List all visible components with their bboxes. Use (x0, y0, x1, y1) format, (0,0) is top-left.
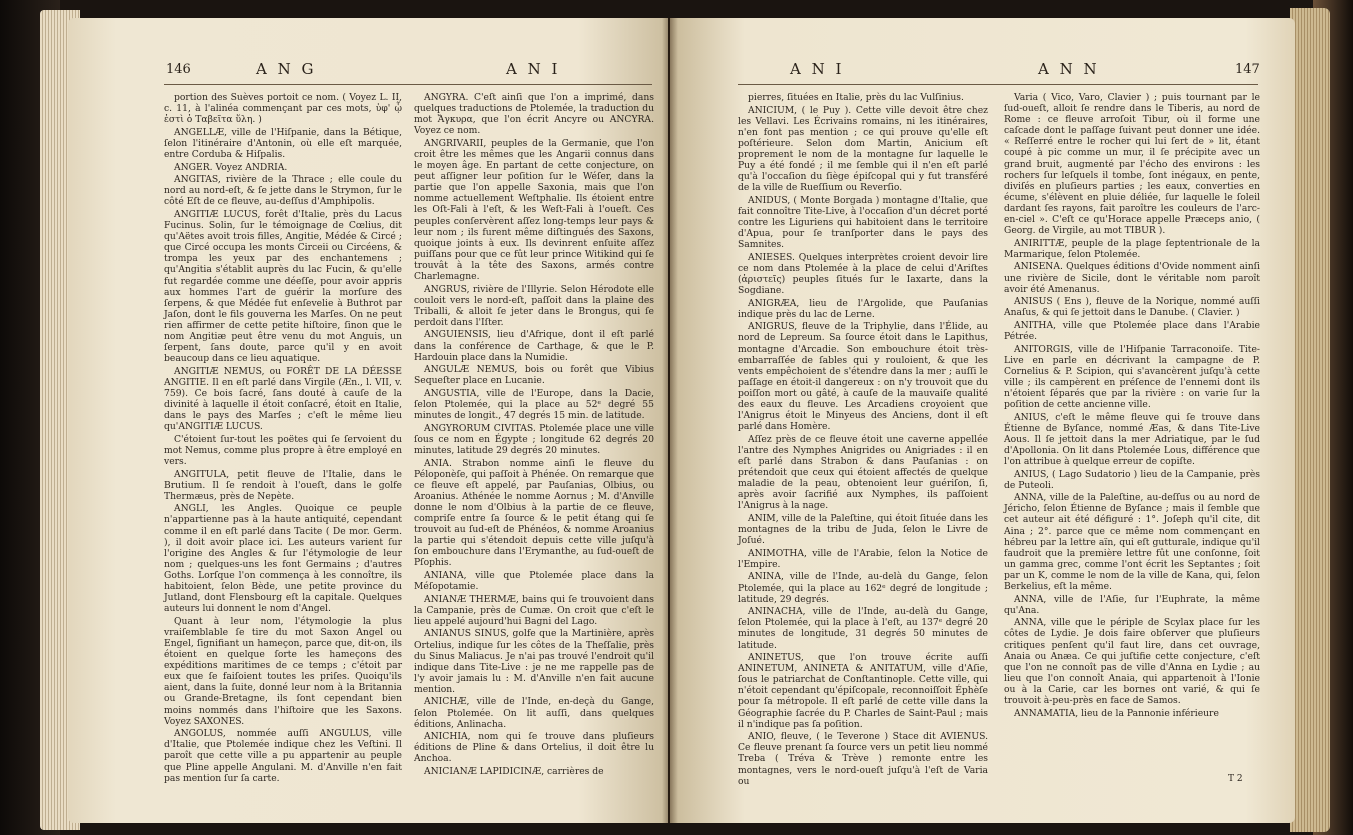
right-page (670, 18, 1295, 823)
entry-paragraph: ANIGRÆA, lieu de l'Argolide, que Pauſanias indique près du lac de Lerne. (738, 297, 988, 320)
entry-paragraph: ANNA, ville de l'Aſie, ſur l'Euphrate, la même qu'Ana. (1004, 593, 1260, 616)
running-header-left: A N I (790, 60, 845, 78)
header-rule (738, 84, 1258, 85)
page-number: 146 (166, 62, 191, 77)
page-edges-right (1290, 8, 1330, 832)
entry-paragraph: ANIUS, c'eſt le même fleuve qui ſe trouve dans Étienne de Byſance, nommé Æas, & dans Tite-Live Aous. Il ſe jettoit dans la mer Adriatique, par le ſud d'Apollonia. On lit dans Ptolemée Lous, différence que l'on attribue à quelque erreur de copiſte. (1004, 411, 1260, 467)
entry-paragraph: ANIANÆ THERMÆ, bains qui ſe trouvoient dans la Campanie, près de Cumæ. On croit que c'eſt le lieu appelé aujourd'hui Bagni del Lago. (414, 593, 654, 627)
entry-paragraph: ANGUIENSIS, lieu d'Afrique, dont il eſt parlé dans la conférence de Carthage, & que le P. Hardouin place dans la Numidie. (414, 329, 654, 363)
entry-paragraph: ANGITAS, rivière de la Thrace ; elle coule du nord au nord-eſt, & ſe jette dans le Strymon, ſur le côté Eſt de ce fleuve, au-deſſus d'Amphipolis. (164, 174, 402, 208)
entry-paragraph: C'étoient ſur-tout les poëtes qui ſe ſervoient du mot Nemus, comme plus propre à être employé en vers. (164, 433, 402, 467)
entry-paragraph: ANINA, ville de l'Inde, au-delà du Gange, ſelon Ptolemée, qui la place au 162ᵉ degré de longitude ; latitude, 29 degrés. (738, 571, 988, 605)
column-2 (414, 92, 654, 778)
entry-paragraph: ANGITULA, petit fleuve de l'Italie, dans le Brutium. Il ſe rendoit à l'oueſt, dans le golfe Thermæus, près de Nepète. (164, 468, 402, 502)
entry-paragraph: Quant à leur nom, l'étymologie la plus vraiſemblable ſe tire du mot Saxon Angel ou Engel, ſignifiant un hameçon, parce que, dit-on, ils étoient en quelque ſorte les hameçons des expéditions maritimes de ce temps ; c'étoit par eux que ſe faiſoient toutes les priſes. Quoiqu'ils aient, dans la ſuite, donné leur nom à la Britannia ou Grande-Bretagne, ils ſont cependant bien moins nommés dans l'hiſtoire que les Saxons. Voyez SAXONES. (164, 615, 402, 727)
entry-paragraph: pierres, ſituées en Italie, près du lac Vulſinius. (748, 92, 964, 103)
entry-paragraph: ANIGRUS, fleuve de la Triphylie, dans l'Élide, au nord de Lepreum. Sa ſource étoit dans le Lapithus, montagne d'Arcadie. Son embouchure étoit très-embarraſſée de ſables qui y rouloient, & que les vents empêchoient de s'étendre dans la mer ; auſſi le paſſage en étoit-il dangereux : on n'y trouvoit que du poiſſon mort ou gâté, à cauſe de la mauvaiſe qualité des eaux du fleuve. Les Arcadiens croyoient que l'Anigrus étoit le Minyeus des Anciens, dont il eſt parlé dans Homère. (738, 321, 988, 433)
entry-paragraph: ANNA, ville de la Paleſtine, au-deſſus ou au nord de Jéricho, ſelon Étienne de Byſance ; mais il ſemble que cet auteur ait été défiguré : 1°. Joſeph qu'il cite, dit Aina ; 2°. parce que ce même nom commençant en hébreu par la lettre aïn, qui eſt gutturale, indique qu'il faudroit que la première lettre fût une conſonne, ſoit un gamma grec, comme l'ont écrit les Septantes ; ſoit par un K, comme le nom de la ville de Kana, qui, ſelon Berkelius, eſt la même. (1004, 492, 1260, 593)
entry-paragraph: ANIANA, ville que Ptolemée place dans la Méſopotamie. (414, 569, 654, 593)
column-2 (1004, 92, 1260, 719)
entry-paragraph: ANICHIA, nom qui ſe trouve dans pluſieurs éditions de Pline & dans Ortelius, il doit être lu Anchoa. (414, 731, 654, 765)
page-number: 147 (1235, 62, 1260, 77)
entry-paragraph: ANIMOTHA, ville de l'Arabie, ſelon la Notice de l'Empire. (738, 547, 988, 570)
header-rule (164, 84, 652, 85)
entry-paragraph: ANGELLÆ, ville de l'Hiſpanie, dans la Bétique, ſelon l'itinéraire d'Antonin, où elle eſt marquée, entre Corduba & Hiſpalis. (164, 126, 402, 160)
entry-paragraph: Varia ( Vico, Varo, Clavier ) ; puis tournant par le ſud-oueſt, alloit ſe rendre dans le Tiberis, au nord de Rome : ce fleuve arroſoit Tibur, où il forme une caſcade dont le paſſage ſuivant peut donner une idée. « Reſſerré entre le rocher qui lui ſert de » lit, étant coupé à pic comme un mur, il ſe précipite avec un grand bruit, augmenté par l'écho des environs : les rochers ſur leſquels il tombe, ſont inégaux, en pente, diviſés en pluſieurs parties ; les eaux, converties en écume, s'élèvent en pluie déliée, ſur laquelle le ſoleil dardant ſes rayons, fait paroître les couleurs de l'arc-en-ciel ». C'eſt ce qu'Horace appelle Præceps anio, ( Georg. de Virgile, au mot TIBUR ). (1004, 92, 1260, 237)
entry-paragraph: ANGITIÆ LUCUS, forêt d'Italie, près du Lacus Fucinus. Solin, ſur le témoignage de Cœlius, dit qu'Aëtes avoit trois filles, Angitie, Médée & Circé ; que Circé occupa les monts Circeii ou Circéens, & trompa les yeux par des enchantemens ; qu'Angitia s'établit auprès du lac Fucin, & qu'elle fut regardée comme une déeſſe, pour avoir appris aux hommes l'art de guérir la morſure des ſerpens, & que Médée fut enſevelie à Buthrot par Jaſon, dont le fils gouverna les Marſes. On ne peut rien affirmer de cette petite hiſtoire, ſinon que le nom Angitiæ peut être venu du mot Anguis, un ſerpent, ſans doute, parce qu'il y en avoit beaucoup dans ce lieu aquatique. (164, 208, 402, 365)
entry-paragraph: ANIA. Strabon nomme ainſi le fleuve du Péloponèſe, qui paſſoit à Phénée. On remarque que ce fleuve eſt appelé, par Pauſanias, Olbius, ou Aroanius. Athénée le nomme Aornus ; M. d'Anville donne le nom d'Olbius à la partie de ce fleuve, compriſe entre ſa ſource & le petit étang qui ſe trouvoit au ſud-eſt de Phénéos, & nomme Aroanius la partie qui s'étendoit depuis cette ville juſqu'à ſon embouchure dans l'Erymanthe, au ſud-oueſt de Pſophis. (414, 457, 654, 569)
column-1 (738, 92, 988, 787)
entry-paragraph: ANICIUM, ( le Puy ). Cette ville devoit être chez les Vellavi. Les Écrivains romains, ni les itinéraires, n'en font pas mention ; ce qui prouve qu'elle eſt poſtérieure. Selon dom Martin, Anicium eſt proprement le nom de la montagne ſur laquelle le Puy a été fondé ; il me ſemble qui il n'en eſt parlé qu'à l'occaſion du ſiège épiſcopal qui y fut transféré de la ville de Rueſſium ou Reverſio. (738, 104, 988, 194)
entry-paragraph: ANISENA. Quelques éditions d'Ovide nomment ainſi une rivière de Sicile, dont le véritable nom paroît avoir été Amenanus. (1004, 261, 1260, 295)
entry-paragraph: Aſſez près de ce fleuve étoit une caverne appellée l'antre des Nymphes Anigrides ou Anigriades : il en eſt parlé dans Strabon & dans Pauſanias : on prétendoit que ceux qui étoient affectés de quelque maladie de la peau, obtenoient leur guériſon, ſi, après avoir ſacrifié aux Nymphes, ils paſſoient l'Anigrus à la nage. (738, 433, 988, 512)
running-header-right: A N N (1038, 60, 1100, 78)
entry-paragraph: ANICHÆ, ville de l'Inde, en-deçà du Gange, ſelon Ptolemée. On lit auſſi, dans quelques éditions, Anlinacha. (414, 696, 654, 730)
entry-paragraph: portion des Suèves portoit ce nom. ( Voyez L. II, c. 11, à l'alinéa commençant par ces mots, ὑφ' ᾧ ἐστὶ ὁ Ταβεῖτα ὕλη. ) (164, 92, 402, 126)
entry-paragraph: ANGOLUS, nommée auſſi ANGULUS, ville d'Italie, que Ptolemée indique chez les Veſtini. Il paroît que cette ville a pu appartenir au peuple que Pline appelle Angulani. M. d'Anville n'en fait pas mention ſur ſa carte. (164, 728, 402, 784)
entry-paragraph: ANGRUS, rivière de l'Illyrie. Selon Hérodote elle couloit vers le nord-eſt, paſſoit dans la plaine des Triballi, & alloit ſe jeter dans le Brongus, qui ſe perdoit dans l'Iſter. (414, 283, 654, 328)
entry-paragraph: ANNAMATIA, lieu de la Pannonie inférieure (1014, 707, 1219, 719)
entry-paragraph: ANIO, fleuve, ( le Teverone ) Stace dit AVIENUS. Ce fleuve prenant ſa ſource vers un petit lieu nommé Treba ( Tréva & Trève ) remonte entre les montagnes, vers le nord-oueſt juſqu'à l'eſt de Varia ou (738, 731, 988, 787)
entry-paragraph: ANNA, ville que le périple de Scylax place ſur les côtes de Lydie. Je dois faire obſerver que pluſieurs critiques penſent qu'il faut lire, dans cet ouvrage, Anaia ou Anæa. Ce qui juſtifie cette conjecture, c'eſt que l'on ne connoît pas de ville d'Anna en Lydie ; au lieu que l'on connoît Anaia, qui appartenoit à l'Ionie ou à la Carie, car les bornes ont varié, & qui ſe trouvoit à-peu-près en face de Samos. (1004, 617, 1260, 706)
signature-mark: T 2 (1228, 774, 1243, 784)
entry-paragraph: ANICIANÆ LAPIDICINÆ, carrières de (424, 766, 604, 778)
running-header-left: A N G (256, 60, 317, 78)
column-1 (164, 92, 402, 784)
entry-paragraph: ANGULÆ NEMUS, bois ou forêt que Vibius Sequeſter place en Lucanie. (414, 364, 654, 387)
entry-paragraph: ANIDUS, ( Monte Borgada ) montagne d'Italie, que fait connoître Tite-Live, à l'occaſion d'un décret porté contre les Liguriens qui habitoient dans le territoire d'Apua, pour ſe tranſporter dans le pays des Samnites. (738, 194, 988, 251)
entry-paragraph: ANIUS, ( Lago Sudatorio ) lieu de la Campanie, près de Puteoli. (1004, 468, 1260, 491)
entry-paragraph: ANITHA, ville que Ptolemée place dans l'Arabie Pétrée. (1004, 319, 1260, 342)
entry-paragraph: ANISUS ( Ens ), fleuve de la Norique, nommé auſſi Anaſus, & qui ſe jettoit dans le Danube. ( Clavier. ) (1004, 296, 1260, 319)
entry-paragraph: ANIANUS SINUS, golfe que la Martinière, après Ortelius, indique ſur les côtes de la Theſſalie, près du Sinus Maliacus. Je n'ai pas trouvé l'endroit qu'il indique dans Tite-Live : je ne me rappelle pas de l'y avoir jamais lu : M. d'Anville n'en fait aucune mention. (414, 628, 654, 695)
entry-paragraph: ANINETUS, que l'on trouve écrite auſſi ANINETUM, ANINETA & ANITATUM, ville d'Aſie, ſous le patriarchat de Conſtantinople. Cette ville, qui n'étoit cependant qu'épiſcopale, reconnoiſſoit Éphèſe pour ſa métropole. Il eſt parlé de cette ville dans la Géographie ſacrée du P. Charles de Saint-Paul ; mais il n'indique pas ſa poſition. (738, 652, 988, 730)
left-page (68, 18, 668, 823)
entry-paragraph: ANIRITTÆ, peuple de la plage ſeptentrionale de la Marmarique, ſelon Ptolemée. (1004, 237, 1260, 260)
entry-paragraph: ANGLI, les Angles. Quoique ce peuple n'appartienne pas à la haute antiquité, cependant comme il en eſt parlé dans Tacite ( De mor. Germ. ), il doit avoir place ici. Les auteurs varient ſur l'origine des Angles & ſur l'étymologie de leur nom ; quelques-uns les font Germains ; d'autres Goths. Lorſque l'on commença à les connoître, ils habitoient, ſelon Bède, une petite province du Jutland, dont Flensbourg eſt la capitale. Quelques auteurs lui donnent le nom d'Angel. (164, 503, 402, 615)
entry-paragraph: ANGUSTIA, ville de l'Europe, dans la Dacie, ſelon Ptolemée, qui la place au 52ᵉ degré 55 minutes de longit., 47 degrés 15 min. de latitude. (414, 387, 654, 422)
entry-paragraph: ANIESES. Quelques interprètes croient devoir lire ce nom dans Ptolemée à la place de celui d'Ariſtes (ἀριστεῖς) peuples ſitués ſur le Iaxarte, dans la Sogdiane. (738, 251, 988, 297)
entry-paragraph: ANGYRA. C'eſt ainſi que l'on a imprimé, dans quelques traductions de Ptolemée, la traduction du mot Ἄγκυρα, que l'on écrit Ancyre ou ANCYRA. Voyez ce nom. (414, 92, 654, 137)
entry-paragraph: ANGRIVARII, peuples de la Germanie, que l'on croit être les mêmes que les Angarii connus dans le moyen âge. En partant de cette conjecture, on peut aſſigner leur poſition ſur le Wéſer, dans la partie que l'on appelle Saxonia, mais que l'on nomme actuellement Weſtphalie. Ils étoient entre les Oſt-Fali à l'eſt, & les Weſt-Fali à l'oueſt. Ces peuples conſervèrent aſſez long-temps leur pays & leur nom ; ils furent même diſtingués des Saxons, quoique joints à eux. Ils devinrent enſuite aſſez puiſſans pour que ce fût leur prince Witikind qui ſe trouvât à la tête des Saxons, armés contre Charlemagne. (414, 137, 654, 282)
book-gutter (662, 18, 678, 823)
entry-paragraph: ANIM, ville de la Paleſtine, qui étoit ſituée dans les montagnes de la tribu de Juda, ſelon le Livre de Joſué. (738, 512, 988, 547)
entry-paragraph: ANINACHA, ville de l'Inde, au-delà du Gange, ſelon Ptolemée, qui la place à l'eſt, au 137ᵉ degré 20 minutes de longitude, 31 degrés 50 minutes de latitude. (738, 606, 988, 651)
entry-paragraph: ANGITIÆ NEMUS, ou FORÊT DE LA DÉESSE ANGITIE. Il en eſt parlé dans Virgile (Æn., l. VII, v. 759). Ce bois ſacré, ſans douté à cauſe de la divinité à laquelle il étoit conſacré, étoit en Italie, dans le pays des Marſes ; c'eſt le même lieu qu'ANGITIÆ LUCUS. (164, 365, 402, 433)
entry-paragraph: ANGER. Voyez ANDRIA. (174, 161, 288, 173)
running-header-right: A N I (506, 60, 561, 78)
entry-paragraph: ANITORGIS, ville de l'Hiſpanie Tarraconoiſe. Tite-Live en parle en décrivant la campagne de P. Cornelius & P. Scipion, qui s'avancèrent juſqu'à cette ville ; ils campèrent en préſence de l'ennemi dont ils n'étoient ſéparés que par la rivière : on varie ſur la poſition de cette ancienne ville. (1004, 343, 1260, 411)
entry-paragraph: ANGYRORUM CIVITAS. Ptolemée place une ville ſous ce nom en Égypte ; longitude 62 degrés 20 minutes, latitude 29 degrés 20 minutes. (414, 422, 654, 456)
